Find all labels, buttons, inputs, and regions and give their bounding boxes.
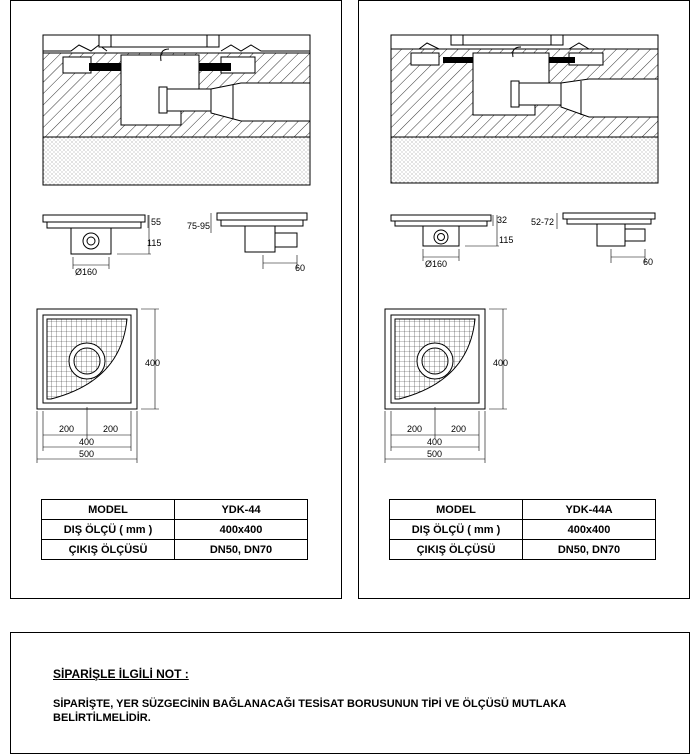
product-panel-ydk-44 bbox=[10, 0, 342, 599]
dim-side: 400 bbox=[493, 358, 509, 368]
dim-diameter: Ø160 bbox=[425, 259, 448, 269]
table-row bbox=[42, 520, 308, 540]
dim-outlet: 60 bbox=[643, 257, 654, 267]
dim-inner: 400 bbox=[427, 437, 443, 447]
side-view-right bbox=[211, 213, 307, 269]
note-body: SİPARİŞTE, YER SÜZGECİNİN BAĞLANACAĞI TESİSAT BORUSUNUN TİPİ VE ÖLÇÜSÜ MUTLAKA BELİRTİLMELİDİR. bbox=[53, 698, 566, 724]
dim-height-1: 55 bbox=[151, 217, 162, 227]
spec-key: ÇIKIŞ ÖLÇÜSÜ bbox=[390, 540, 523, 560]
spec-value: 400x400 bbox=[175, 520, 308, 540]
spec-value: 400x400 bbox=[523, 520, 656, 540]
spec-value: YDK-44A bbox=[523, 500, 656, 520]
dim-height-3: 75-95 bbox=[187, 221, 211, 231]
dim-side: 400 bbox=[145, 358, 161, 368]
spec-key: MODEL bbox=[390, 500, 523, 520]
spec-key: ÇIKIŞ ÖLÇÜSÜ bbox=[42, 540, 175, 560]
dim-half-a: 200 bbox=[407, 424, 423, 434]
side-view-right bbox=[557, 213, 655, 263]
spec-table bbox=[41, 499, 308, 560]
spec-table bbox=[389, 499, 656, 560]
spec-value: DN50, DN70 bbox=[175, 540, 308, 560]
installation-cross-section bbox=[391, 35, 658, 183]
side-view-left bbox=[43, 215, 151, 269]
dim-half-a: 200 bbox=[59, 424, 75, 434]
technical-drawing bbox=[11, 1, 341, 491]
dim-half-b: 200 bbox=[103, 424, 119, 434]
table-row bbox=[42, 500, 308, 520]
dim-diameter: Ø160 bbox=[75, 267, 98, 277]
product-panel-ydk-44a bbox=[358, 0, 690, 599]
plan-view bbox=[385, 309, 507, 463]
dim-height-1: 32 bbox=[497, 215, 508, 225]
dim-height-2: 115 bbox=[147, 238, 162, 248]
installation-cross-section bbox=[43, 35, 310, 185]
spec-key: DIŞ ÖLÇÜ ( mm ) bbox=[42, 520, 175, 540]
spec-value: DN50, DN70 bbox=[523, 540, 656, 560]
plan-view bbox=[37, 309, 159, 463]
spec-value: YDK-44 bbox=[175, 500, 308, 520]
technical-drawing bbox=[359, 1, 689, 491]
dim-outlet: 60 bbox=[295, 263, 306, 273]
table-row bbox=[42, 540, 308, 560]
side-view-left bbox=[391, 215, 499, 261]
dim-outer: 500 bbox=[427, 449, 443, 459]
dim-inner: 400 bbox=[79, 437, 95, 447]
spec-key: DIŞ ÖLÇÜ ( mm ) bbox=[390, 520, 523, 540]
dim-half-b: 200 bbox=[451, 424, 467, 434]
note-title: SİPARİŞLE İLGİLİ NOT : bbox=[53, 667, 189, 681]
order-note-box bbox=[10, 632, 690, 754]
spec-key: MODEL bbox=[42, 500, 175, 520]
dim-height-3: 52-72 bbox=[531, 217, 555, 227]
table-row bbox=[390, 500, 656, 520]
dim-height-2: 115 bbox=[499, 235, 514, 245]
table-row bbox=[390, 540, 656, 560]
dim-outer: 500 bbox=[79, 449, 95, 459]
table-row bbox=[390, 520, 656, 540]
